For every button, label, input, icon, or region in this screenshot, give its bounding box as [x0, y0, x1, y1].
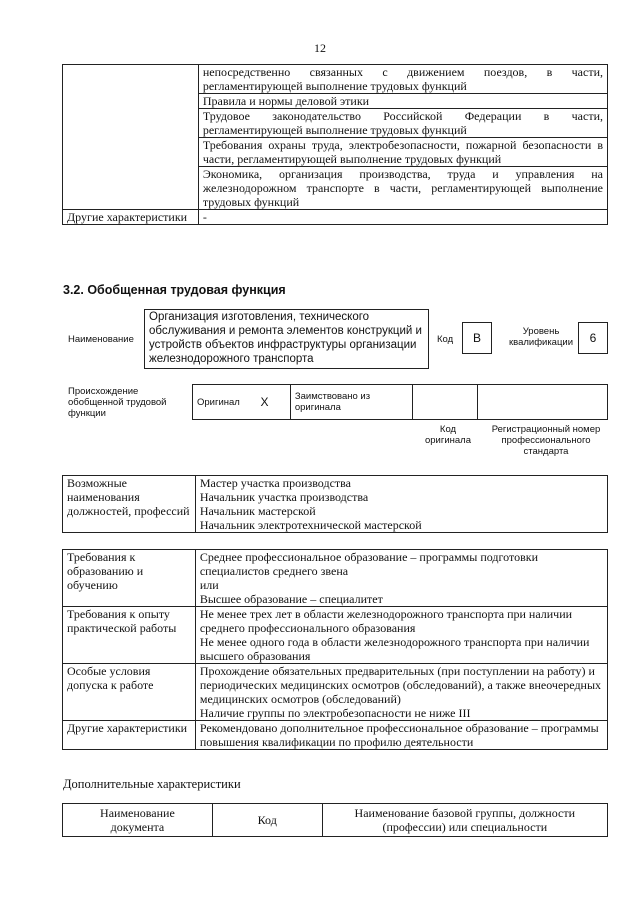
experience-label: Требования к опыту практической работы — [63, 607, 196, 664]
positions-table — [62, 475, 608, 533]
additional-table — [62, 803, 608, 837]
requirements-table — [62, 549, 608, 750]
education-value — [195, 550, 607, 607]
group-header: Наименование базовой группы, должности (профессии) или специальности — [322, 804, 607, 837]
knowledge-row: непосредственно связанных с движением поездов, в части, регламентирующей выполнение трудовых функций — [198, 65, 607, 94]
education-label: Требования к образованию и обучению — [63, 550, 196, 607]
code-label: Код — [437, 334, 454, 345]
function-name-box: Организация изготовления, технического обслуживания и ремонта элементов конструкций и устройств объектов инфраструктуры организации железнодорожного транспорта — [144, 309, 429, 369]
other-label: Другие характеристики — [63, 721, 196, 750]
requirement-line: Не менее одного года в области железнодорожного транспорта при наличии высшего образования — [199, 635, 590, 663]
borrowed-label: Заимствовано из оригинала — [290, 385, 412, 420]
other-characteristics-label: Другие характеристики — [63, 210, 199, 225]
other-value — [195, 721, 607, 750]
positions-label: Возможные наименования должностей, профессий — [63, 476, 196, 533]
requirement-line: Рекомендовано дополнительное профессиональное образование – программы повышения квалификации по профилю деятельности — [199, 721, 599, 749]
reg-number-cell — [478, 385, 608, 420]
requirement-line: или — [199, 578, 219, 592]
position-item: Начальник мастерской — [199, 504, 316, 518]
other-characteristics-value: - — [198, 210, 607, 225]
code-original-cell — [412, 385, 478, 420]
requirement-line: Среднее профессиональное образование – программы подготовки специалистов среднего звена — [199, 550, 538, 578]
requirement-line: Не менее трех лет в области железнодорожного транспорта при наличии среднего профессионального образования — [199, 607, 573, 635]
page-number: 12 — [314, 41, 326, 55]
name-label: Наименование — [68, 334, 134, 345]
code-value: B — [462, 322, 492, 354]
requirement-line: Прохождение обязательных предварительных (при поступлении на работу) и периодических медицинских осмотров (обследований), а также внеочередных медицинских осмотров (обследований) — [199, 664, 602, 706]
knowledge-table — [62, 64, 608, 225]
experience-value — [195, 607, 607, 664]
section-title: 3.2. Обобщенная трудовая функция — [63, 283, 286, 297]
knowledge-row: Требования охраны труда, электробезопасности, пожарной безопасности в части, регламентирующей выполнение трудовых функций — [198, 138, 607, 167]
origin-label: Происхождение обобщенной трудовой функции — [68, 386, 167, 419]
admission-label: Особые условия допуска к работе — [63, 664, 196, 721]
positions-values — [195, 476, 607, 533]
position-item: Мастер участка производства — [199, 476, 351, 490]
admission-value — [195, 664, 607, 721]
origin-table — [192, 384, 608, 420]
original-mark: X — [256, 385, 290, 420]
doc-name-header: Наименование документа — [63, 804, 213, 837]
code-original-label: Код оригинала — [424, 424, 471, 446]
additional-title: Дополнительные характеристики — [63, 777, 241, 791]
knowledge-row: Экономика, организация производства, труда и управления на железнодорожном транспорте в части, регламентирующей выполнение трудовых функций — [198, 167, 607, 210]
code-header: Код — [212, 804, 322, 837]
position-item: Начальник участка производства — [199, 490, 369, 504]
level-value: 6 — [578, 322, 608, 354]
original-label: Оригинал — [193, 385, 257, 420]
knowledge-row: Правила и нормы деловой этики — [198, 94, 607, 109]
position-item: Начальник электротехнической мастерской — [199, 518, 422, 532]
knowledge-row: Трудовое законодательство Российской Федерации в части, регламентирующей выполнение трудовых функций — [198, 109, 607, 138]
requirement-line: Наличие группы по электробезопасности не ниже III — [199, 706, 471, 720]
requirement-line: Высшее образование – специалитет — [199, 592, 383, 606]
reg-number-label: Регистрационный номер профессионального стандарта — [491, 424, 601, 457]
empty-label-cell — [63, 65, 199, 210]
level-label: Уровень квалификации — [508, 326, 574, 348]
